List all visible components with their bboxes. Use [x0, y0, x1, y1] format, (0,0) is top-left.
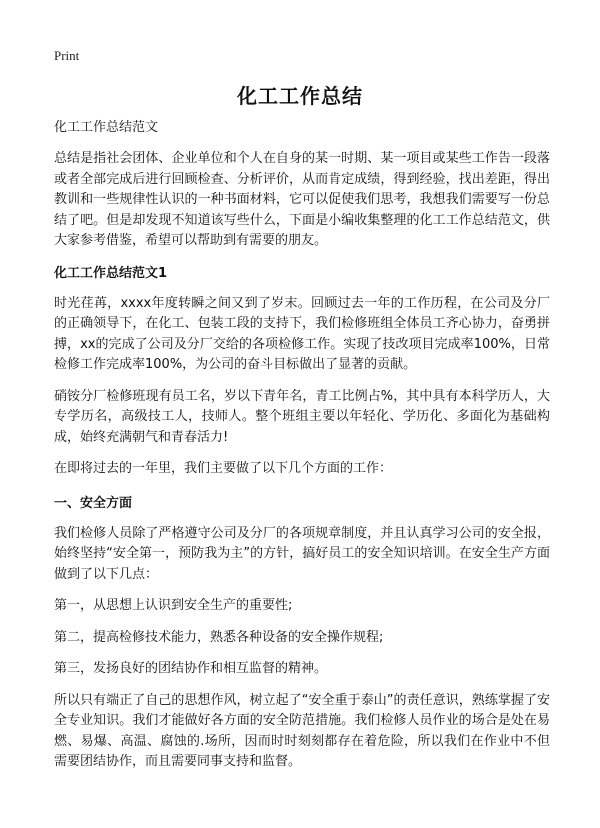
page-title: 化工工作总结 [237, 84, 363, 108]
intro-paragraph: 总结是指社会团体、企业单位和个人在自身的某一时期、某一项目或某些工作告一段落或者全部完成后进行回顾检查、分析评价，从而肯定成绩，得到经验，找出差距，得出教训和一些规律性认识的一种书面材料，它可以促使我们思考，我想我们需要写一份总结了吧。但是却发现不知道该写些什么，下面是小编收集整理的化工工作总结范文，供大家参考借鉴，希望可以帮助到有需要的朋友。 [54, 151, 550, 248]
paragraph-work-intro: 在即将过去的一年里，我们主要做了以下几个方面的工作： [54, 461, 393, 476]
section-heading-safety: 一、安全方面 [54, 495, 133, 511]
document-body [54, 118, 550, 784]
paragraph-safety-summary: 所以只有端正了自己的思想作风，树立起了“安全重于泰山”的责任意识，熟练掌握了安全专业知识。我们才能做好各方面的安全防范措施。我们检修人员作业的场合是处在易燃、易爆、高温、腐蚀的.场所，因而时时刻刻都存在着危险，所以我们在作业中不但需要团结协作，而且需要同事支持和监督。 [54, 692, 550, 769]
list-item-first: 第一，从思想上认识到安全生产的重要性; [54, 598, 293, 613]
section-heading-sample1: 化工工作总结范文1 [54, 265, 168, 281]
paragraph-team: 硝铵分厂检修班现有员工名，岁以下青年名，青工比例占%，其中具有本科学历人，大专学历名，高级技工人，技师人。整个班组主要以年轻化、学历化、多面化为基础构成，始终充满朝气和青春活力! [54, 388, 550, 445]
list-item-second: 第二，提高检修技术能力，熟悉各种设备的安全操作规程; [54, 629, 384, 645]
paragraph-review: 时光荏苒，xxxx年度转瞬之间又到了岁末。回顾过去一年的工作历程，在公司及分厂的正确领导下，在化工、包装工段的支持下，我们检修班组全体员工齐心协力，奋勇拼搏，xx的完成了公司及分厂交给的各项检修工作。实现了技改项目完成率100%，日常检修工作完成率100%，为公司的奋斗目标做出了显著的贡献。 [54, 295, 550, 372]
list-item-third: 第三，发扬良好的团结协作和相互监督的精神。 [54, 661, 328, 676]
document-subtitle: 化工工作总结范文 [54, 120, 159, 135]
paragraph-safety-rules: 我们检修人员除了严格遵守公司及分厂的各项规章制度，并且认真学习公司的安全报，始终坚持“安全第一，预防我为主”的方针，搞好员工的安全知识培训。在安全生产方面做到了以下几点： [54, 525, 550, 582]
print-link[interactable]: Print [54, 48, 80, 63]
